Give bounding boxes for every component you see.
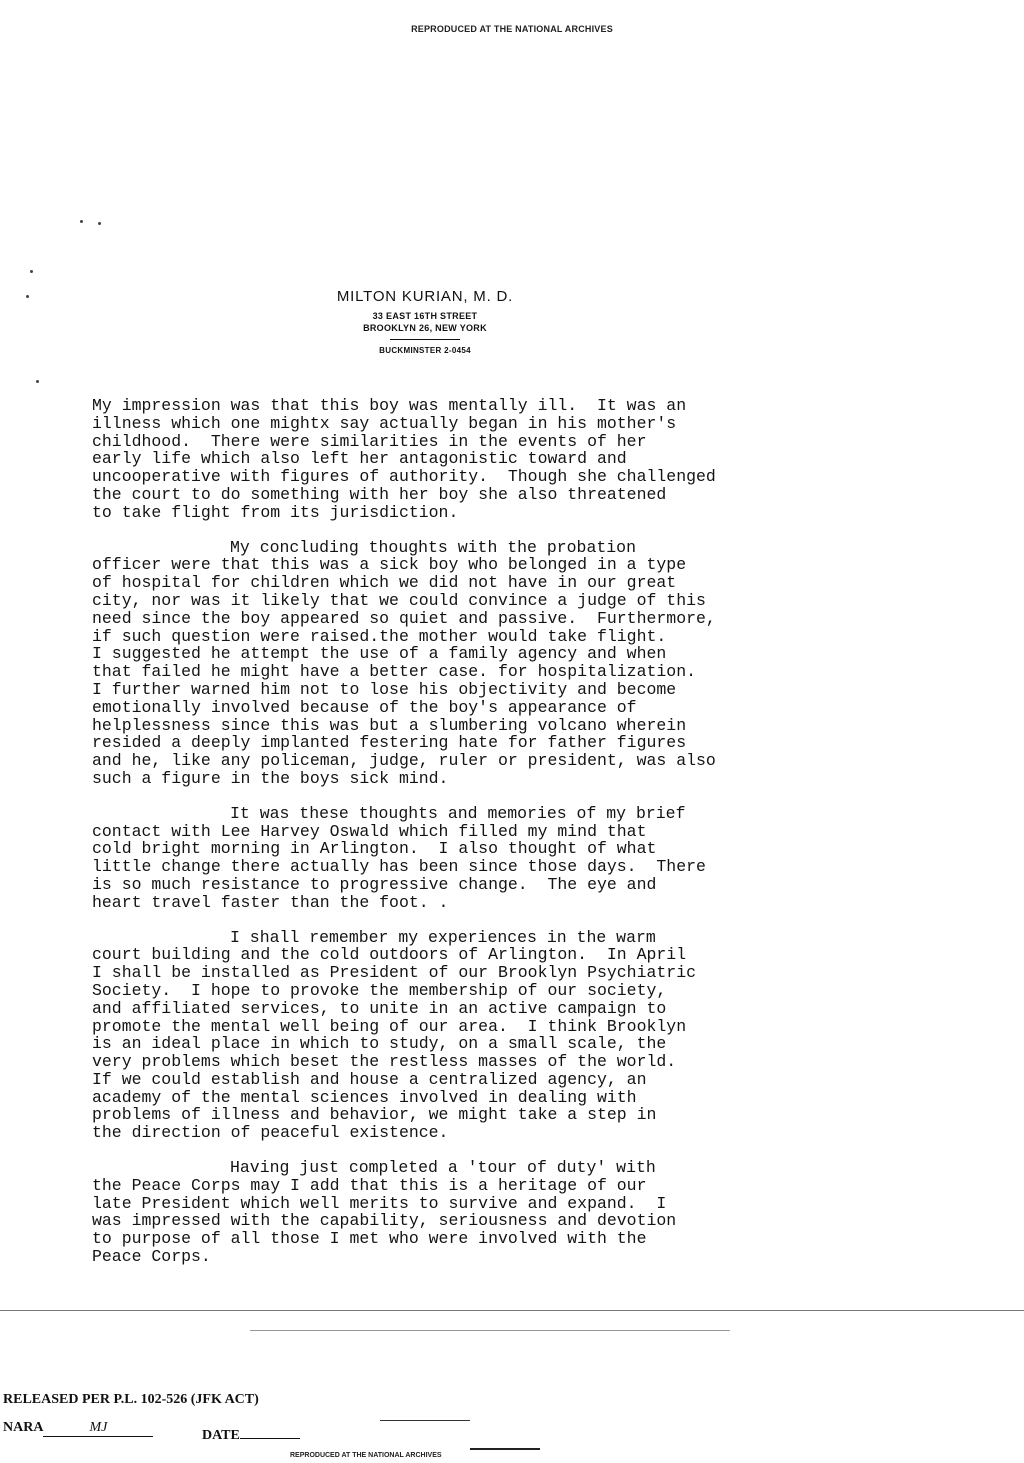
text-line: is an ideal place in which to study, on a small scale, the: [92, 1034, 667, 1054]
text-line: is so much resistance to progressive change. The eye and: [92, 874, 657, 894]
text-line: cold bright morning in Arlington. I also thought of what: [92, 839, 657, 859]
text-line: was impressed with the capability, seriousness and devotion: [92, 1211, 677, 1231]
text-line: contact with Lee Harvey Oswald which filled my mind that: [92, 821, 647, 841]
text-line: illness which one mightx say actually began in his mother's: [92, 413, 677, 433]
letterhead-city: BROOKLYN 26, NEW YORK: [363, 323, 487, 333]
text-line: city, nor was it likely that we could convince a judge of this: [92, 590, 706, 610]
text-line: late President which well merits to survive and expand. I: [92, 1193, 667, 1213]
text-line: Having just completed a 'tour of duty' with: [230, 1158, 656, 1178]
text-line: if such question were raised.the mother would take flight.: [92, 626, 667, 646]
text-line: little change there actually has been since those days. There: [92, 857, 706, 877]
release-stamp-date: [202, 1428, 300, 1444]
text-line: officer were that this was a sick boy who belonged in a type: [92, 555, 687, 575]
scan-rule-line: [380, 1420, 470, 1421]
text-line: It was these thoughts and memories of my brief: [230, 803, 686, 823]
text-line: promote the mental well being of our area. I think Brooklyn: [92, 1016, 687, 1036]
text-line: heart travel faster than the foot. .: [92, 892, 449, 912]
text-line: the direction of peaceful existence.: [92, 1123, 449, 1143]
release-stamp-line1: RELEASED PER P.L. 102-526 (JFK ACT): [3, 1392, 259, 1407]
scan-speck: [80, 220, 83, 223]
letter-paragraph: [92, 397, 792, 522]
text-line: court building and the cold outdoors of Arlington. In April: [92, 945, 687, 965]
archive-header: REPRODUCED AT THE NATIONAL ARCHIVES: [411, 24, 613, 34]
letter-paragraph: [92, 539, 792, 788]
letterhead: [260, 288, 590, 355]
text-line: and he, like any policeman, judge, ruler or president, was also: [92, 751, 716, 771]
text-line: childhood. There were similarities in the events of her: [92, 431, 647, 451]
text-line: I further warned him not to lose his objectivity and become: [92, 679, 677, 699]
text-line: academy of the mental sciences involved in dealing with: [92, 1087, 637, 1107]
text-line: such a figure in the boys sick mind.: [92, 768, 449, 788]
text-line: of hospital for children which we did not have in our great: [92, 573, 677, 593]
text-line: If we could establish and house a centralized agency, an: [92, 1069, 647, 1089]
nara-initials: MJ: [43, 1420, 153, 1437]
scan-speck: [98, 222, 101, 225]
text-line: problems of illness and behavior, we might take a step in: [92, 1105, 657, 1125]
text-line: emotionally involved because of the boy's appearance of: [92, 697, 637, 717]
text-line: very problems which beset the restless masses of the world.: [92, 1052, 677, 1072]
text-line: early life which also left her antagonistic toward and: [92, 449, 627, 469]
text-line: the court to do something with her boy she also threatened: [92, 484, 667, 504]
scan-rule-line: [470, 1448, 540, 1450]
scan-speck: [26, 295, 29, 298]
text-line: Peace Corps.: [92, 1247, 211, 1267]
scan-rule-line: [250, 1330, 730, 1331]
scan-speck: [30, 270, 33, 273]
text-line: I shall remember my experiences in the warm: [230, 927, 656, 947]
letter-body: [92, 397, 792, 1283]
letterhead-phone: BUCKMINSTER 2-0454: [379, 346, 471, 355]
text-line: to purpose of all those I met who were involved with the: [92, 1229, 647, 1249]
scan-speck: [36, 380, 39, 383]
letterhead-name: MILTON KURIAN, M. D.: [336, 288, 514, 305]
text-line: I shall be installed as President of our Brooklyn Psychiatric: [92, 963, 696, 983]
text-line: My concluding thoughts with the probation: [230, 537, 636, 557]
letter-paragraph: [92, 1159, 792, 1266]
nara-label: NARA: [3, 1420, 44, 1435]
date-label: DATE: [202, 1428, 240, 1443]
text-line: the Peace Corps may I add that this is a heritage of our: [92, 1175, 647, 1195]
archive-footer: REPRODUCED AT THE NATIONAL ARCHIVES: [290, 1452, 442, 1459]
text-line: to take flight from its jurisdiction.: [92, 502, 459, 522]
letter-paragraph: [92, 805, 792, 912]
letterhead-address: 33 EAST 16TH STREET: [372, 311, 478, 321]
text-line: uncooperative with figures of authority. Though she challenged: [92, 467, 716, 487]
letterhead-divider: [390, 339, 460, 340]
text-line: that failed he might have a better case. for hospitalization.: [92, 662, 696, 682]
text-line: need since the boy appeared so quiet and passive. Furthermore,: [92, 608, 716, 628]
letter-paragraph: [92, 929, 792, 1143]
text-line: My impression was that this boy was mentally ill. It was an: [92, 396, 687, 415]
text-line: resided a deeply implanted festering hate for father figures: [92, 733, 687, 753]
scan-rule-line: [0, 1310, 1024, 1311]
text-line: and affiliated services, to unite in an active campaign to: [92, 998, 667, 1018]
text-line: helplessness since this was but a slumbering volcano wherein: [92, 715, 687, 735]
text-line: I suggested he attempt the use of a family agency and when: [92, 644, 667, 664]
release-stamp-nara: [3, 1420, 153, 1437]
text-line: Society. I hope to provoke the membership of our society,: [92, 980, 667, 1000]
